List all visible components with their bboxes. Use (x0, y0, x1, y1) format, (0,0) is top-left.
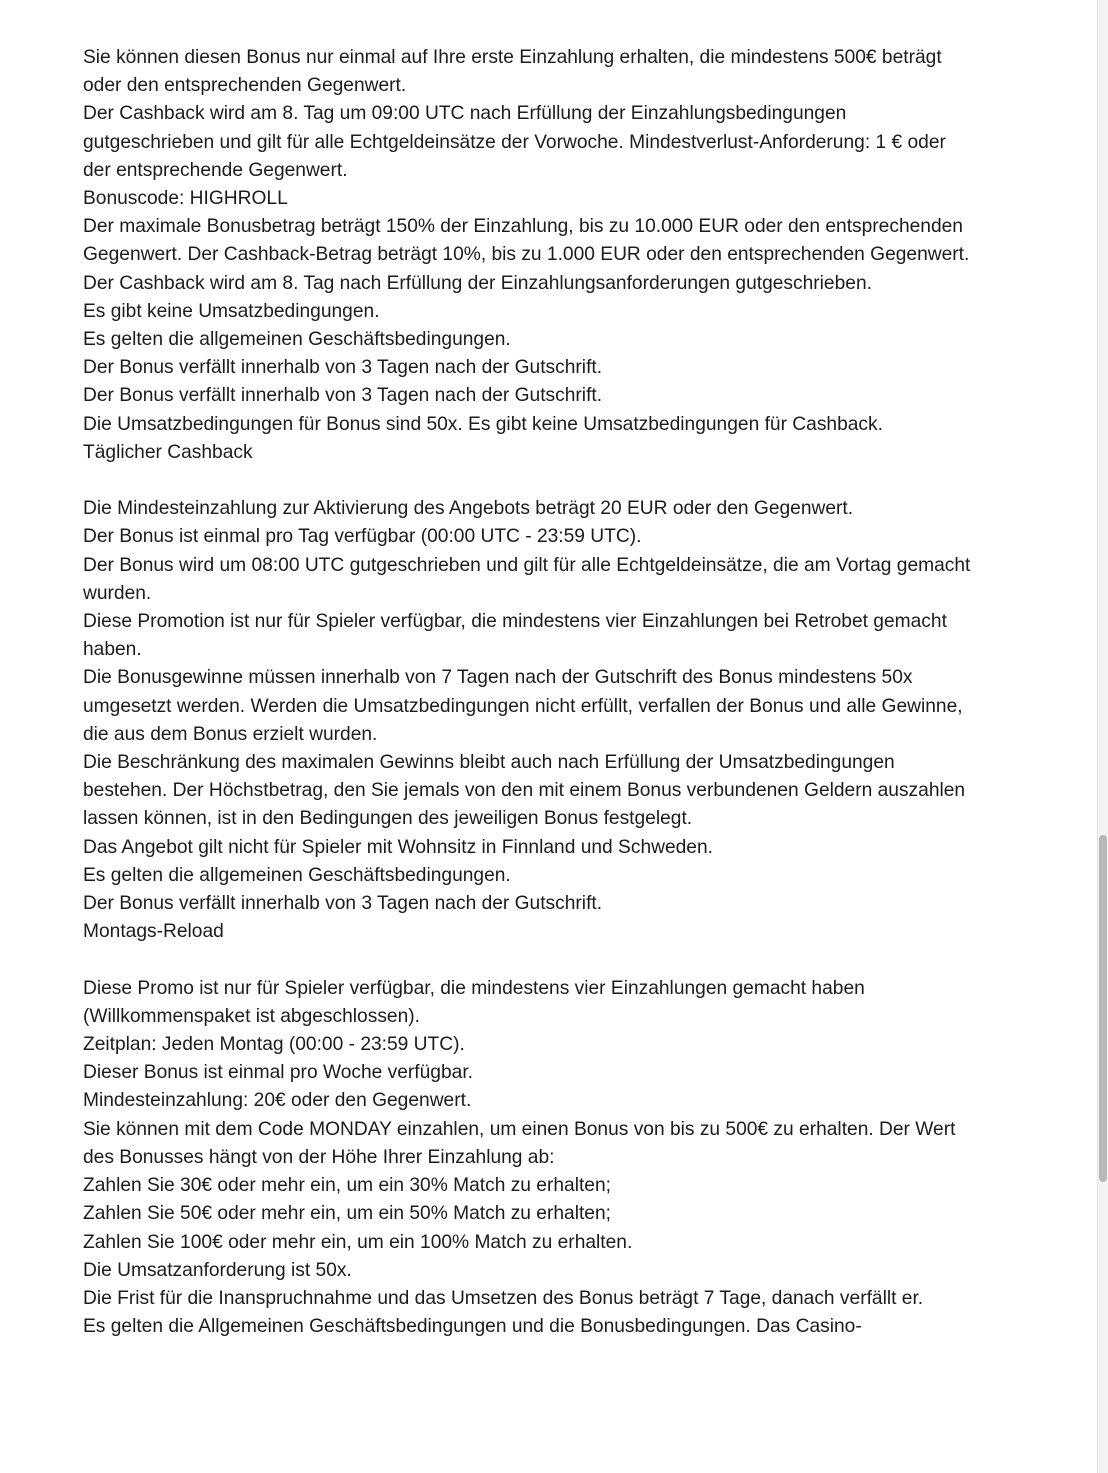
blank-line (83, 946, 973, 974)
paragraph: Der Bonus verfällt innerhalb von 3 Tagen nach der Gutschrift. (83, 893, 603, 915)
paragraph: Die Umsatzbedingungen für Bonus sind 50x. Es gibt keine Umsatzbedingungen für Cashback. (83, 413, 883, 435)
paragraph: Der Bonus ist einmal pro Tag verfügbar (00:00 UTC - 23:59 UTC). (83, 526, 642, 548)
paragraph: Die Umsatzanforderung ist 50x. (83, 1259, 352, 1281)
section-heading-daily-cashback: Täglicher Cashback (83, 441, 253, 463)
paragraph: Zahlen Sie 100€ oder mehr ein, um ein 100% Match zu erhalten. (83, 1231, 633, 1253)
paragraph: Es gelten die Allgemeinen Geschäftsbedingungen und die Bonusbedingungen. Das Casino- (83, 1316, 862, 1338)
paragraph: Der maximale Bonusbetrag beträgt 150% der Einzahlung, bis zu 10.000 EUR oder den entsprechenden Gegenwert. Der Cashback-Betrag beträgt 10%, bis zu 1.000 EUR oder den entsprechenden Gegenwert. Der Cashback wird am 8. Tag nach Erfüllung der Einzahlungsanforderungen gutgeschrieben. (83, 216, 970, 294)
paragraph: Die Frist für die Inanspruchnahme und das Umsetzen des Bonus beträgt 7 Tage, danach verfällt er. (83, 1287, 924, 1309)
scrollbar-track[interactable] (1097, 0, 1108, 1473)
paragraph: Es gibt keine Umsatzbedingungen. (83, 300, 380, 322)
paragraph: Sie können diesen Bonus nur einmal auf Ihre erste Einzahlung erhalten, die mindestens 500€ beträgt oder den entsprechenden Gegenwert. (83, 47, 942, 97)
paragraph: Diese Promo ist nur für Spieler verfügbar, die mindestens vier Einzahlungen gemacht haben (Willkommenspaket ist abgeschlossen). (83, 977, 865, 1027)
paragraph: Zahlen Sie 30€ oder mehr ein, um ein 30% Match zu erhalten; (83, 1175, 611, 1197)
paragraph: Der Bonus verfällt innerhalb von 3 Tagen nach der Gutschrift. (83, 385, 603, 407)
paragraph: Die Mindesteinzahlung zur Aktivierung des Angebots beträgt 20 EUR oder den Gegenwert. (83, 498, 854, 520)
document-body (83, 44, 973, 1341)
bonus-code-line: Bonuscode: HIGHROLL (83, 188, 288, 210)
paragraph: Zeitplan: Jeden Montag (00:00 - 23:59 UTC). (83, 1034, 465, 1056)
paragraph: Die Beschränkung des maximalen Gewinns bleibt auch nach Erfüllung der Umsatzbedingungen bestehen. Der Höchstbetrag, den Sie jemals von den mit einem Bonus verbundenen Geldern auszahlen lassen können, ist in den Bedingungen des jeweiligen Bonus festgelegt. (83, 752, 966, 830)
paragraph: Der Cashback wird am 8. Tag um 09:00 UTC nach Erfüllung der Einzahlungsbedingungen gutgeschrieben und gilt für alle Echtgeldeinsätze der Vorwoche. Mindestverlust-Anforderung: 1 € oder der entsprechende Gegenwert. (83, 103, 946, 181)
paragraph: Diese Promotion ist nur für Spieler verfügbar, die mindestens vier Einzahlungen bei Retrobet gemacht haben. (83, 611, 947, 661)
blank-line (83, 467, 973, 495)
paragraph: Das Angebot gilt nicht für Spieler mit Wohnsitz in Finnland und Schweden. (83, 836, 713, 858)
paragraph: Sie können mit dem Code MONDAY einzahlen, um einen Bonus von bis zu 500€ zu erhalten. Der Wert des Bonusses hängt von der Höhe Ihrer Einzahlung ab: (83, 1118, 956, 1168)
paragraph: Dieser Bonus ist einmal pro Woche verfügbar. (83, 1062, 473, 1084)
paragraph: Der Bonus verfällt innerhalb von 3 Tagen nach der Gutschrift. (83, 357, 603, 379)
paragraph: Die Bonusgewinne müssen innerhalb von 7 Tagen nach der Gutschrift des Bonus mindestens 50x umgesetzt werden. Werden die Umsatzbedingungen nicht erfüllt, verfallen der Bonus und alle Gewinne, die aus dem Bonus erzielt wurden. (83, 667, 963, 745)
section-heading-monday-reload: Montags-Reload (83, 921, 224, 943)
paragraph: Es gelten die allgemeinen Geschäftsbedingungen. (83, 864, 511, 886)
paragraph: Es gelten die allgemeinen Geschäftsbedingungen. (83, 329, 511, 351)
paragraph: Mindesteinzahlung: 20€ oder den Gegenwert. (83, 1090, 472, 1112)
paragraph: Der Bonus wird um 08:00 UTC gutgeschrieben und gilt für alle Echtgeldeinsätze, die am Vortag gemacht wurden. (83, 554, 971, 604)
paragraph: Zahlen Sie 50€ oder mehr ein, um ein 50% Match zu erhalten; (83, 1203, 611, 1225)
scrollbar-thumb[interactable] (1099, 835, 1107, 1182)
